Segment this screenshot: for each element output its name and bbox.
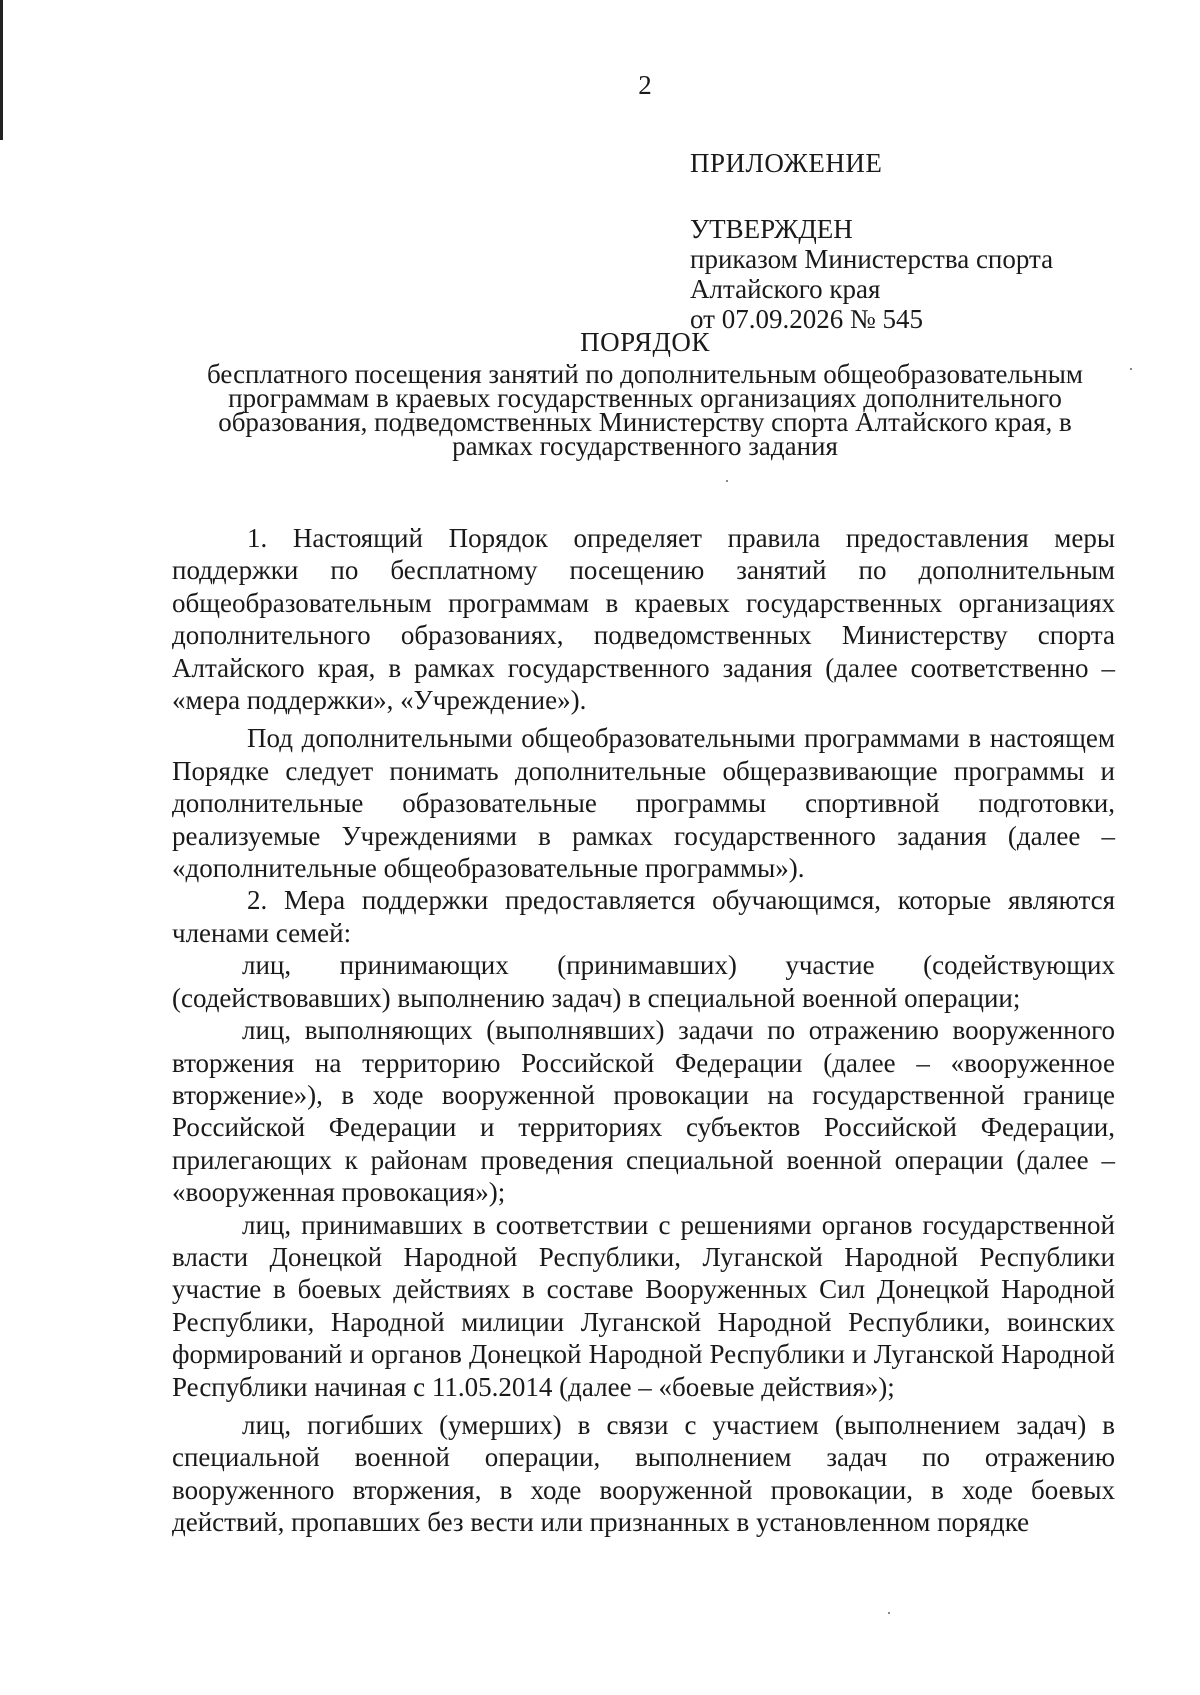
document-body [172,522,1115,1539]
scan-speck [888,1612,890,1614]
appendix-title: ПРИЛОЖЕНИЕ [690,148,883,178]
list-item: лиц, выполняющих (выполнявших) задачи по отражению вооруженного вторжения на территорию Российской Федерации (далее – «вооруженное вторжение»), в ходе вооруженной провокации на государственной границе Российской Федерации и территориях субъектов Российской Федерации, прилегающих к районам проведения специальной военной операции (далее – «вооруженная провокация»); [172,1015,1115,1208]
scan-speck [726,480,728,482]
list-item: лиц, принимающих (принимавших) участие (содействующих (содействовавших) выполнению задач) в специальной военной операции; [172,950,1115,1013]
page-number: 2 [638,70,652,100]
document-subtitle-line: образования, подведомственных Министерству спорта Алтайского края, в [218,407,1072,437]
document-heading [180,327,1110,461]
document-subtitle-line: программам в краевых государственных организациях дополнительного [228,383,1062,413]
document-subtitle-line: бесплатного посещения занятий по дополнительным общеобразовательным [207,359,1083,389]
document-title: ПОРЯДОК [580,327,710,357]
list-item: лиц, погибших (умерших) в связи с участием (выполнением задач) в специальной военной операции, выполнением задач по отражению вооруженного вторжения, в ходе вооруженной провокации, в ходе боевых действий, пропавших без вести или признанных в установленном порядке [172,1409,1115,1538]
approved-label: УТВЕРЖДЕН [690,214,853,244]
approval-order-line: приказом Министерства спорта [690,244,1054,274]
approval-block [690,148,1053,334]
document-subtitle-line: рамках государственного задания [452,431,838,461]
list-item: лиц, принимавших в соответствии с решениями органов государственной власти Донецкой Народной Республики, Луганской Народной Республики участие в боевых действиях в составе Вооруженных Сил Донецкой Народной Республики, Народной милиции Луганской Народной Республики, воинских формирований и органов Донецкой Народной Республики и Луганской Народной Республики начиная с 11.05.2014 (далее – «боевые действия»); [172,1209,1115,1402]
approval-date-number: от 07.09.2026 № 545 [690,304,923,334]
scan-speck [1130,368,1132,370]
approval-region-line: Алтайского края [690,274,881,304]
paragraph-2: 2. Мера поддержки предоставляется обучающимся, которые являются членами семей: [172,885,1115,948]
paragraph-definition: Под дополнительными общеобразовательными программами в настоящем Порядке следует понимать дополнительные общеразвивающие программы и дополнительные образовательные программы спортивной подготовки, реализуемые Учреждениями в рамках государственного задания (далее – «дополнительные общеобразовательные программы»). [172,723,1115,884]
paragraph-1: 1. Настоящий Порядок определяет правила предоставления меры поддержки по бесплатному посещению занятий по дополнительным общеобразовательным программам в краевых государственных организациях дополнительного образованиях, подведомственных Министерству спорта Алтайского края, в рамках государственного задания (далее соответственно – «мера поддержки», «Учреждение»). [172,523,1115,716]
